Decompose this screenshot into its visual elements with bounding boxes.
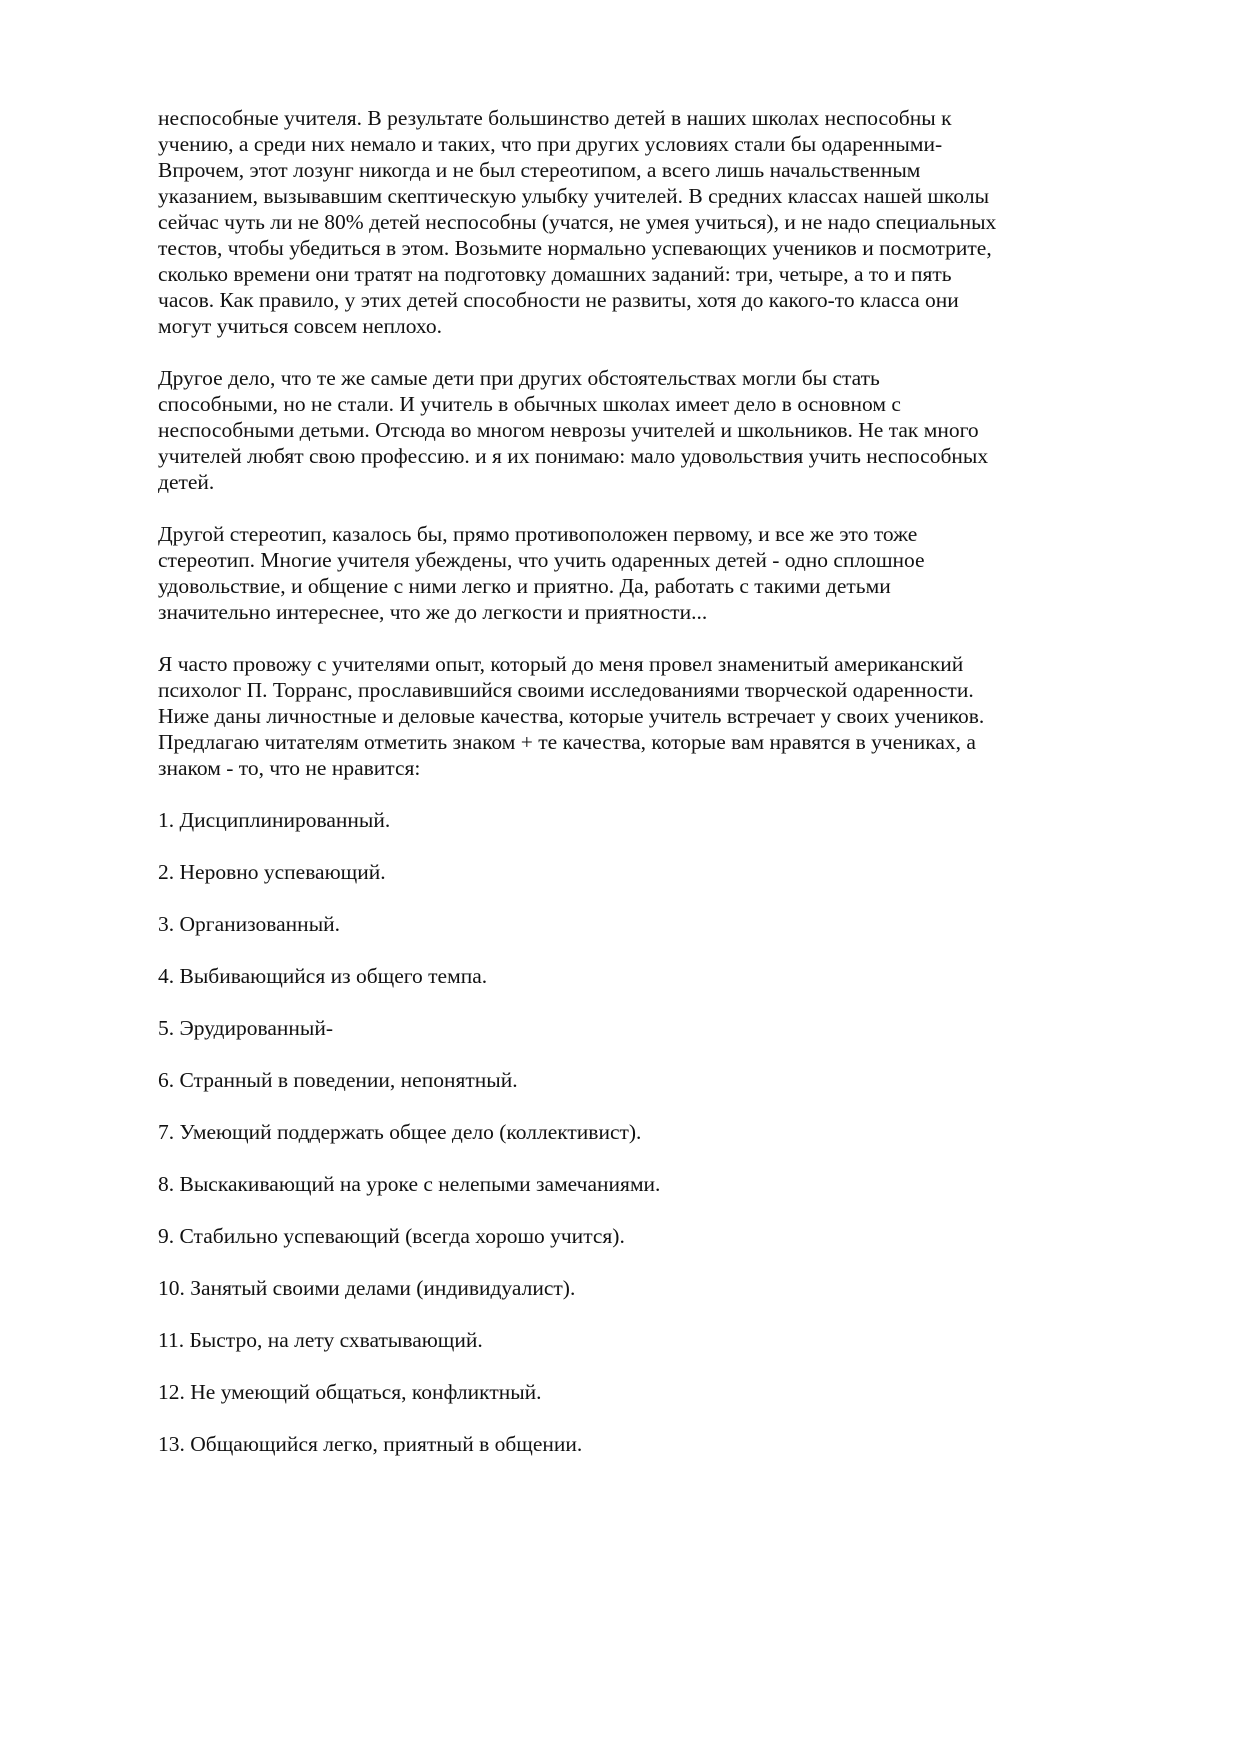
text-line: значительно интереснее, что же до легкости и приятности... (158, 600, 708, 624)
list-item: 5. Эрудированный- (158, 1016, 334, 1040)
list-item: 6. Странный в поведении, непонятный. (158, 1068, 518, 1092)
text-line: детей. (158, 470, 215, 494)
text-line: учению, а среди них немало и таких, что при других условиях стали бы одаренными- (158, 132, 943, 156)
text-line: сейчас чуть ли не 80% детей неспособны (учатся, не умея учиться), и не надо специальных (158, 210, 997, 234)
text-line: учителей любят свою профессию. и я их понимаю: мало удовольствия учить неспособных (158, 444, 989, 468)
list-item: 10. Занятый своими делами (индивидуалист). (158, 1276, 576, 1300)
list-item: 9. Стабильно успевающий (всегда хорошо учится). (158, 1224, 625, 1248)
text-line: сколько времени они тратят на подготовку домашних заданий: три, четыре, а то и пять (158, 262, 952, 286)
list-item: 2. Неровно успевающий. (158, 860, 386, 884)
paragraph (158, 521, 1158, 625)
list-item: 8. Выскакивающий на уроке с нелепыми замечаниями. (158, 1172, 661, 1196)
paragraph (158, 651, 1158, 781)
text-line: Предлагаю читателям отметить знаком + те качества, которые вам нравятся в учениках, а (158, 730, 976, 754)
text-line: психолог П. Торранс, прославившийся своими исследованиями творческой одаренности. (158, 678, 974, 702)
list-item: 4. Выбивающийся из общего темпа. (158, 964, 488, 988)
text-line: стереотип. Многие учителя убеждены, что учить одаренных детей - одно сплошное (158, 548, 925, 572)
text-line: Другой стереотип, казалось бы, прямо противоположен первому, и все же это тоже (158, 522, 918, 546)
list-item: 12. Не умеющий общаться, конфликтный. (158, 1380, 542, 1404)
paragraph (158, 105, 1158, 339)
list-item: 3. Организованный. (158, 912, 341, 936)
qualities-list (158, 807, 1158, 1457)
text-line: удовольствие, и общение с ними легко и приятно. Да, работать с такими детьми (158, 574, 891, 598)
text-line: тестов, чтобы убедиться в этом. Возьмите нормально успевающих учеников и посмотрите, (158, 236, 992, 260)
text-line: могут учиться совсем неплохо. (158, 314, 442, 338)
list-item: 1. Дисциплинированный. (158, 808, 391, 832)
text-line: Другое дело, что те же самые дети при других обстоятельствах могли бы стать (158, 366, 880, 390)
text-line: Впрочем, этот лозунг никогда и не был стереотипом, а всего лишь начальственным (158, 158, 921, 182)
document-page (158, 105, 1158, 1483)
text-line: знаком - то, что не нравится: (158, 756, 421, 780)
list-item: 11. Быстро, на лету схватывающий. (158, 1328, 483, 1352)
text-line: неспособные учителя. В результате большинство детей в наших школах неспособны к (158, 106, 952, 130)
text-line: Я часто провожу с учителями опыт, который до меня провел знаменитый американский (158, 652, 964, 676)
text-line: часов. Как правило, у этих детей способности не развиты, хотя до какого-то класса они (158, 288, 959, 312)
paragraph (158, 365, 1158, 495)
text-line: неспособными детьми. Отсюда во многом неврозы учителей и школьников. Не так много (158, 418, 979, 442)
text-line: способными, но не стали. И учитель в обычных школах имеет дело в основном с (158, 392, 901, 416)
body-text (158, 105, 1158, 781)
text-line: Ниже даны личностные и деловые качества, которые учитель встречает у своих учеников. (158, 704, 985, 728)
text-line: указанием, вызывавшим скептическую улыбку учителей. В средних классах нашей школы (158, 184, 990, 208)
list-item: 13. Общающийся легко, приятный в общении. (158, 1432, 583, 1456)
list-item: 7. Умеющий поддержать общее дело (коллективист). (158, 1120, 642, 1144)
